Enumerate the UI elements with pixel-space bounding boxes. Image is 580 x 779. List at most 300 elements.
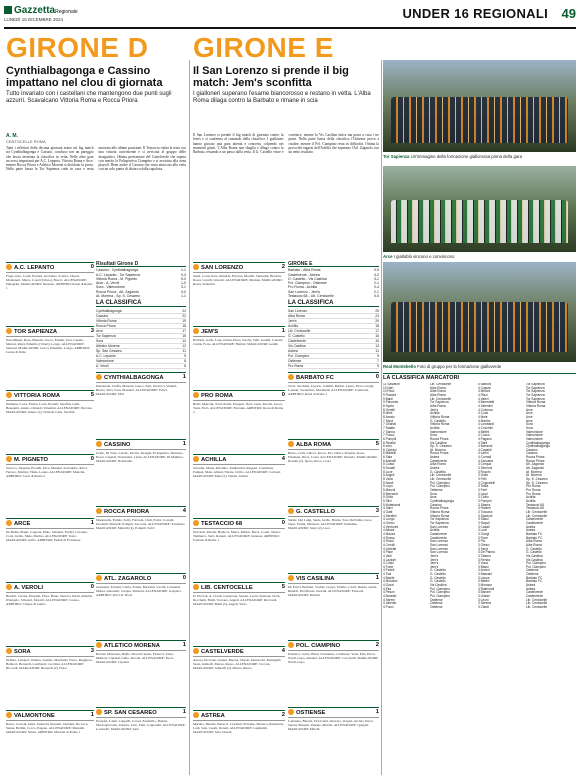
scorer-entry: Lib. Centocelle [526,597,548,602]
scorer-entry: Alba Roma [526,539,542,544]
page-header [4,3,576,29]
scorer-entry: 4 Cerulli [383,542,395,547]
match-lineup: Dolciotti, Palotta, Bellucci, Merci, Marini, Bacci, Loreti, Sbarra, Tamburro, Sarti, Ranieri. ALLENATORE: Iannone. ARBITRO: Fontana di Roma 1 [193,530,281,543]
scorer-entry: 4 Bianchi [478,383,492,386]
team-crest-icon [96,575,102,581]
team-crest-icon [6,520,12,526]
scorer-entry: 3 Bassani [478,572,492,577]
team-name [288,508,335,515]
scorer-entry: 4 Mele [478,414,488,419]
scorer-entry: Cassino [430,502,442,507]
scorer-entry: 4 Salvi [383,506,393,511]
match-header [6,391,94,401]
scorer-entry: 4 Amadei [383,594,397,599]
standings-team: Lib. Centocelle [288,329,311,333]
team-score: 0 [281,520,285,526]
girone-e-headline: Il San Lorenzo si prende il big match: Jem's sconfitta [193,65,349,89]
match-lineup: Nascimbeni, Rosa, Bianchi, Greco, Fantini, Tosi, Caputo, Meloni, Rizzi, Palumbo (Valeri), Longo. ALLENATORE: Sansoni. MARCATORI: Greco, Palumbo, Longo. ARBITRO: Leone di Ostia [6,338,91,355]
team-label: M. PIGNETO [14,457,49,463]
scorer-entry: 4 Venturini [383,524,399,529]
scorer-entry: Alba Roma [430,392,446,397]
scorer-entry: 3 Sbarra [478,502,491,507]
team-label: ASTREA [201,713,225,719]
team-score: 3 [90,648,94,654]
match-box [6,390,94,452]
team-score: 5 [375,441,379,447]
match-header [288,373,379,383]
scorer-entry: 4 Capaldi [478,447,492,452]
scorer-entry: 3 Olesci [478,542,490,547]
girone-e-article: Il San Lorenzo si prende il big match di giornata contro la Jem's e si conferma al comando della classifica. I gialloneri hanno giocato una gara attenta e concreta, colpendo nei momenti giusti. L'Alba Roma non sbaglia e dilaga contro la Barbato, restando a un passo dalla vetta. Il G. Castello vince e convince, mentre la Vis Casilina fatica ma porta a casa i tre punti. Nella parte bassa della classifica l'Ostiense prova a risalire, mentre il Pol. Ciampino resta in difficoltà. Ottima la prova dei ragazzi dell'Achilla che superano l'Atl. Zagarolo con un netto risultato. [193,133,379,155]
team-score: 0 [182,575,186,581]
scorer-entry: 3 Cerqua [478,462,492,467]
scorer-entry: 4 Zaccaria [478,458,493,463]
match-lineup: Bello, Mancini, Tosti, Parisi, Prosperi, Neri, Lauri, Rocchi, Greco, Testa, Ferri. ALLENATORE: Ferrante. ARBITRO: Rossi di Roma 2 [193,402,284,415]
scorer-entry: 4 Pace [383,550,393,555]
team-score: 1 [90,712,94,718]
standings-points: 14 [182,339,186,343]
match-header [193,455,285,465]
scorer-entry: Cassino [526,447,538,452]
match-lineup: D'Amico, Gallo, Bassi, Sorrentino, Calabrese, Vona, Elia, Pesce, Nardi, Lupo, Amadei. ALLENATORE: Ceccarelli. MARCATORI: Nardi, Lupo [288,652,379,665]
scorer-entry: 4 Rizzi [478,392,488,397]
match-lineup: Pantaleoni, Ciuffa, Mancini, Greco, Neri, Paolucci, Venturi, Bruno, Silvi, Sarti, Bonanni. ALLENATORE: Felici. MARCATORI: Silvi [96,384,178,397]
girone-d-standings [96,309,186,369]
scorer-entry: 4 Pagano [478,436,492,441]
scorer-entry: 5 Viola [383,477,393,482]
team-score: 4 [281,648,285,654]
team-name [96,709,157,716]
scorer-entry: Astrea [430,466,440,471]
team-photo-middle-players [391,200,569,243]
team-score: 1 [182,374,186,380]
team-crest-icon [288,374,294,380]
scorer-entry: 4 Forte [383,564,394,569]
scorer-entry: 3 Bassi [478,564,489,569]
scorer-entry: 4 Valeri [478,396,489,401]
match-header [288,440,379,450]
match-box [288,573,379,638]
team-score: 4 [182,508,186,514]
match-header [193,647,285,657]
scorers-title: LA CLASSIFICA MARCATORI [383,373,576,381]
scorer-entry: 4 Valentini [478,403,493,408]
team-score: 2 [281,264,285,270]
scorer-entry: 3 Gianni [478,594,490,599]
scorer-entry: 4 Fedeli [383,568,395,573]
scorer-entry: Achilla [526,499,536,503]
standings-points: 11 [375,349,379,353]
scorer-entry: Pol. Ciampino [526,561,546,566]
scorer-entry: Astrea [526,583,536,588]
scorer-entry: Cynthialbagonga [526,440,550,445]
scorer-entry: 5 Notarianni [383,502,401,507]
scorer-entry: San Lorenzo [430,524,449,529]
match-box [6,582,94,644]
scorer-entry: G. Castello [526,550,542,555]
match-lineup: Bruno, Celli, Chicca, Rocco, Pio, Olesci, Rossini, Spoto, Filomeni, Ricci, Costa. ALLENATORE: Orlando. MARCATORI: Rossini (2), Spoto, Ricci, Costa [288,451,378,464]
match-box [6,646,94,708]
scorer-entry: 5 Grillo [383,495,394,500]
match-box [193,262,285,324]
team-label: SORA [14,649,31,655]
scorer-entry: 4 Benedetti [478,400,495,405]
match-header [6,519,94,529]
team-photo-bottom-players [391,302,569,352]
team-name [6,712,55,719]
result-score: 3-1 [373,276,379,281]
team-label: VITTORIA ROMA [14,393,61,399]
standings-points: 12 [182,344,186,348]
standings-team: Sp. San Cesareo [96,349,122,353]
team-score: 2 [281,712,285,718]
scorer-entry: Pol. Ciampino [430,480,450,485]
scorer-entry: At. Morena [430,447,446,452]
team-photo-top [383,60,576,152]
scorer-entry: Jem's [430,553,439,558]
scorer-entry: Castelverde [430,535,448,540]
scorer-entry: Jem's [430,564,439,569]
team-score: 1 [375,575,379,581]
team-crest-icon [288,575,294,581]
scorer-entry: Lib. Centocelle [430,473,452,478]
scorer-entry: Achilla [430,528,440,533]
scorer-entry: San Lorenzo [430,539,449,544]
photo-top-caption: Tor Sapienza Un'immagine della formazione giallorossa prima della gara [383,154,523,159]
match-header [193,391,285,401]
scorer-entry: 4 Sereni [383,597,395,602]
team-crest-icon [6,712,12,718]
scorer-entry: Lib. Centocelle [526,601,548,606]
team-label: VALMONTONE [14,713,55,719]
team-label: A.C. LEPANTO [14,265,55,271]
scorer-entry: San Lorenzo [430,546,449,551]
scorer-entry: Barbato FC [526,535,543,540]
team-crest-icon [193,520,199,526]
team-score: 0 [90,456,94,462]
girone-e-standings [288,309,379,369]
result-row [96,294,186,298]
scorer-entry: Castelverde [430,458,448,463]
scorer-entry: Pol. Ciampino [430,594,450,599]
scorer-entry: Ostiense [526,568,539,573]
result-score: 1-0 [180,281,186,286]
scorer-entry: 4 Liberati [383,546,397,551]
team-label: ATL. ZAGAROLO [104,576,152,582]
result-score: 0-5 [373,268,379,273]
team-name [193,392,233,399]
match-header [288,708,379,718]
scorer-entry: 5 Marchi [383,488,396,493]
scorer-entry: 3 Simeoni [478,466,493,471]
team-crest-icon [96,709,102,715]
scorer-entry: San Lorenzo [430,550,449,555]
result-match: G. Castello - Vis Casilina [288,276,327,281]
scorer-entry: Pro Roma [526,484,541,489]
scorer-entry: 6 Cipriani [383,447,397,452]
scorer-entry: Sora [526,422,533,427]
scorer-entry: Alba Roma [526,542,542,547]
scorer-entry: 3 Felli [478,477,487,482]
scorer-entry: Lib. Centocelle [430,477,452,482]
girone-d-headline: Cynthialbagonga e Cassino impattano nel clou di giornata [6,65,163,89]
team-score: 5 [281,584,285,590]
team-name [6,648,31,655]
match-lineup: Trevi, Sacchetti, Ligorio, Camilli, Bettini, Lanza, Fiore, Giorgi, Laudati, Sorrentino, Martinelli. ALLENATORE: Caldarola. ARBITRO: Rossi di Roma 1 [288,384,375,397]
match-box [288,439,379,504]
team-label: CASTELVERDE [201,649,244,655]
scorer-entry: San Lorenzo [430,542,449,547]
scorer-entry: Cynthialbagonga [430,499,454,503]
match-lineup: Grillo, Di Vona, Cerrito, Pacitti, Tersigni, Evangelista, Marzano, Rossi, Capaldi, Notarianni, Lanni. ALLENATORE: Di Mambro. MARCATORI: Notarianni [96,451,184,464]
standings-points: 25 [375,309,379,313]
scorer-entry: Sora [526,425,533,430]
team-score: 1 [90,520,94,526]
scorer-entry: 6 Pompili [383,436,397,441]
scorer-entry: 4 Pucci [383,605,394,610]
scorer-entry: Barbato FC [526,531,543,536]
column-divider [189,60,190,775]
match-header [6,583,94,593]
team-name [193,520,242,527]
scorer-entry: At. Morena [526,473,542,478]
girone-e-subhead: I gialloneri superano l'esame biancorosso e restano in vetta. L'Alba Roma dilaga contro la Barbato e rimane in scia [193,91,371,104]
scorer-entry: 3 Renda [478,557,491,562]
result-match: San Lorenzo - Jem's [288,289,320,294]
standings-points: 20 [375,319,379,323]
standings-team: Pro Roma [288,364,304,368]
scorer-entry: 6 Rinaldi [383,440,396,445]
team-name [6,328,57,335]
team-name [193,456,226,463]
team-score: 1 [375,709,379,715]
result-score: 3-1 [180,285,186,290]
scorer-entry: 4 Muratori [383,579,398,584]
match-lineup: Barbieri, Gallo, Lupi, Orsini, Pinto, Sacchi, Valli, Gentili, Lazzari, Cutini, Forte. ALLENATORE: Battisti. MARCATORI: Gentili [193,338,284,347]
girone-e-label: GIRONE E [193,32,334,63]
team-name [288,709,325,716]
scorer-entry: Valmontone [526,436,543,441]
scorer-entry: G. Castello [430,469,446,474]
scorers-names-1 [383,383,429,776]
scorer-entry: Astrea [526,586,536,591]
standings-team: Cassino [96,314,109,318]
match-box [96,506,186,571]
team-score: 1 [182,709,186,715]
scorer-entry: 3 Giorgi [478,531,490,536]
team-label: JEM'S [201,329,219,335]
scorer-entry: 4 Valli [383,553,392,558]
scorer-entry: 3 Pompei [478,499,492,503]
match-header [96,440,186,450]
standings-team: Alba Roma [288,314,305,318]
logo-mark-icon [4,6,12,14]
scorer-entry: Barbato FC [526,579,543,584]
scorer-entry: 3 Raimondi [478,586,495,591]
result-match: Pro Roma - Achilla [288,285,317,290]
team-label: ARCE [14,521,31,527]
photo-middle-caption: Arce I gialloblù vincono e convincono [383,254,455,259]
team-label: OSTIENSE [296,710,326,716]
girone-e-results: GIRONE E Barbato - Alba Roma 0-5 Castelverde - Astrea 4-2 G. Castello - Vis Casilina 3-1 Pol. Ciampino - Ostiense 2-1 Pro Roma - Achilla 0-4 San Lorenzo - Jem's 2-1 Testaccio 68 - Lib. Centocelle 0-5 [288,261,379,299]
scorer-entry: 6 Iorio [383,444,392,449]
scorer-entry: Tor Sapienza [526,392,545,397]
team-crest-icon [6,456,12,462]
scorer-entry: Vittoria Roma [430,414,450,419]
scorer-entry: 6 Sala [383,455,393,460]
team-crest-icon [6,328,12,334]
scorer-entry: Vittoria Roma [430,513,450,518]
match-box [6,326,94,388]
scorer-entry: 4 Lanni [478,451,489,456]
scorer-entry: Vittoria Roma [526,400,546,405]
standings-points: 24 [182,309,186,313]
scorers-names-2 [478,383,524,776]
scorer-entry: 3 Lauri [478,491,488,496]
scorer-entry: Jem's [430,557,439,562]
match-box [193,454,285,516]
standings-points: 5 [377,364,379,368]
scorer-entry: Sora [430,433,437,438]
scorer-entry: Tor Sapienza [430,400,449,405]
standings-team: G. Castello [288,334,305,338]
standings-team: Cynthialbagonga [96,309,122,313]
scorer-entry: Ostiense [430,488,443,493]
team-score: 0 [281,392,285,398]
team-name [6,520,30,527]
scorer-entry: 7 Sanna [383,429,395,434]
scorer-entry: Tor Sapienza [526,385,545,390]
team-crest-icon [6,584,12,590]
team-label: SAN LORENZO [201,265,244,271]
match-lineup: Mazzarella, Fedele, Salvi, Falcioni, Cinti, Felici, Corradi, Iacobelli, Martelli, Pompili, Zaccaria. ALLENATORE: Tarantino. MARCATORI: Martelli (2), Pompili, Salvi [96,518,186,531]
team-crest-icon [288,642,294,648]
standings-team: Pol. Ciampino [288,354,310,358]
scorer-entry: 4 Cecchini [478,425,493,430]
scorer-entry: Cynthialbagonga [526,444,550,449]
result-score: 2-1 [373,281,379,286]
standings-team: Astrea [288,349,298,353]
girone-e-standings-title: LA CLASSIFICA [288,300,379,307]
girone-e-header [193,33,379,105]
scorer-entry: 8 Amato [383,414,395,419]
team-name [193,648,244,655]
match-lineup: Bartoli, Maiorano, Ruffo, Moretti, Spina, Fiorucci, Testa, Mattioli, Cipriani, Gallo, Rocchi. ALLENATORE: Tucci. MARCATORI: Cipriani [96,652,174,665]
scorer-entry: Testaccio 68 [526,506,544,511]
standings-points: 17 [375,329,379,333]
scorer-entry: 4 Lazzari [383,557,396,562]
team-crest-icon [6,392,12,398]
scorer-entry: 5 Silvi [383,499,392,503]
scorer-entry: 6 Adinolfi [383,458,396,463]
scorer-entry: 4 Valente [383,601,397,606]
team-crest-icon [193,264,199,270]
team-score: 1 [182,441,186,447]
result-score: 4-0 [180,289,186,294]
result-score: 0-5 [373,294,379,299]
match-header [193,263,285,273]
result-row [288,294,379,298]
team-label: PRO ROMA [201,393,233,399]
scorer-entry: Tor Sapienza [526,389,545,394]
scorer-entry: 4 Basile [383,575,395,580]
scorer-entry: G. Castello [430,575,446,580]
scorer-entry: 4 Lombardi [478,422,494,427]
issue-date: LUNEDÌ 16 DICEMBRE 2024 [4,17,64,22]
result-match: A.C. Lepanto - Tor Sapienza [96,272,140,277]
match-box [96,439,186,504]
standings-team: A. Veroli [96,364,109,368]
scorer-entry: Rocca Priora [430,436,449,441]
team-label: ROCCA PRIORA [104,509,150,515]
team-name [288,441,331,448]
scorer-entry: Alba Roma [430,462,446,467]
scorer-entry: 4 Bonanni [478,444,493,449]
scorer-entry: 4 Colonna [478,407,493,412]
scorer-entry: 5 Luce [383,469,393,474]
match-box [288,707,379,772]
team-score: 1 [281,328,285,334]
team-score: 0 [375,374,379,380]
result-match: Testaccio 68 - Lib. Centocelle [288,294,334,299]
team-label: CASSINO [104,442,131,448]
scorer-entry: 3 Spadoni [478,513,493,518]
match-header [6,647,94,657]
scorer-entry: 4 Cutini [383,561,394,566]
scorer-entry: 3 Serpi [478,546,489,551]
scorer-entry: Castelverde [526,520,544,525]
standings-points: 23 [375,314,379,318]
scorer-entry: 3 Serena [478,601,491,606]
match-header [96,507,186,517]
scorer-entry: Rocca Priora [526,455,545,460]
standings-team: A.C. Lepanto [96,354,116,358]
team-name [96,642,160,649]
scorer-entry: 9 Rossini [383,392,397,397]
scorer-entry: 4 Cocco [478,433,490,438]
scorer-entry: 5 Nardi [383,480,394,485]
standings-team: Sora [96,339,104,343]
scorer-entry: Sora [430,491,437,496]
scorer-entry: 5 Lupo [383,484,393,489]
match-box [288,640,379,705]
standings-points: 16 [375,334,379,338]
team-crest-icon [193,712,199,718]
scorer-entry: 4 Mazza [383,531,396,536]
scorer-entry: Achilla [526,495,536,500]
scorer-entry: Arce [526,414,533,419]
result-match: Rocca Priora - Atl. Zagarolo [96,289,139,294]
match-lineup: Damiani, Costa, Farina, Loria, Proietti, Serafini, Gatti, Benedetti, Amato, Orlandi, Valentini. ALLENATORE: Perrone. MARCATORI: Amato (2), Orlandi, Gatti, Serafini [6,402,93,415]
scorer-entry: 3 Coppotelli [478,480,495,485]
scorer-entry: G. Castello [526,546,542,551]
result-match: Cassino - Cynthialbagonga [96,268,139,273]
scorer-entry: Alba Roma [430,385,446,390]
scorer-entry: 3 Pio [478,539,486,544]
scorer-entry: Lib. Centocelle [430,383,452,386]
scorers-teams-1 [430,383,476,776]
scorer-entry: G. Castello [430,418,446,423]
team-name [96,575,151,582]
scorer-entry: Lib. Centocelle [430,396,452,401]
scorer-entry: 4 Longo [383,517,395,522]
scorer-entry: Vis Casilina [430,583,447,588]
standings-points: 17 [182,329,186,333]
match-lineup: Lattanzio, Baratta, Fioravanti, Onorato, Vergari, Arcieri, Pucci, Sereni, Bassani, Valente, Marchi. ALLENATORE: Quaglia. MARCATORI: Marchi [288,719,374,732]
team-crest-icon [96,508,102,514]
standings-points: 19 [182,319,186,323]
team-crest-icon [288,709,294,715]
